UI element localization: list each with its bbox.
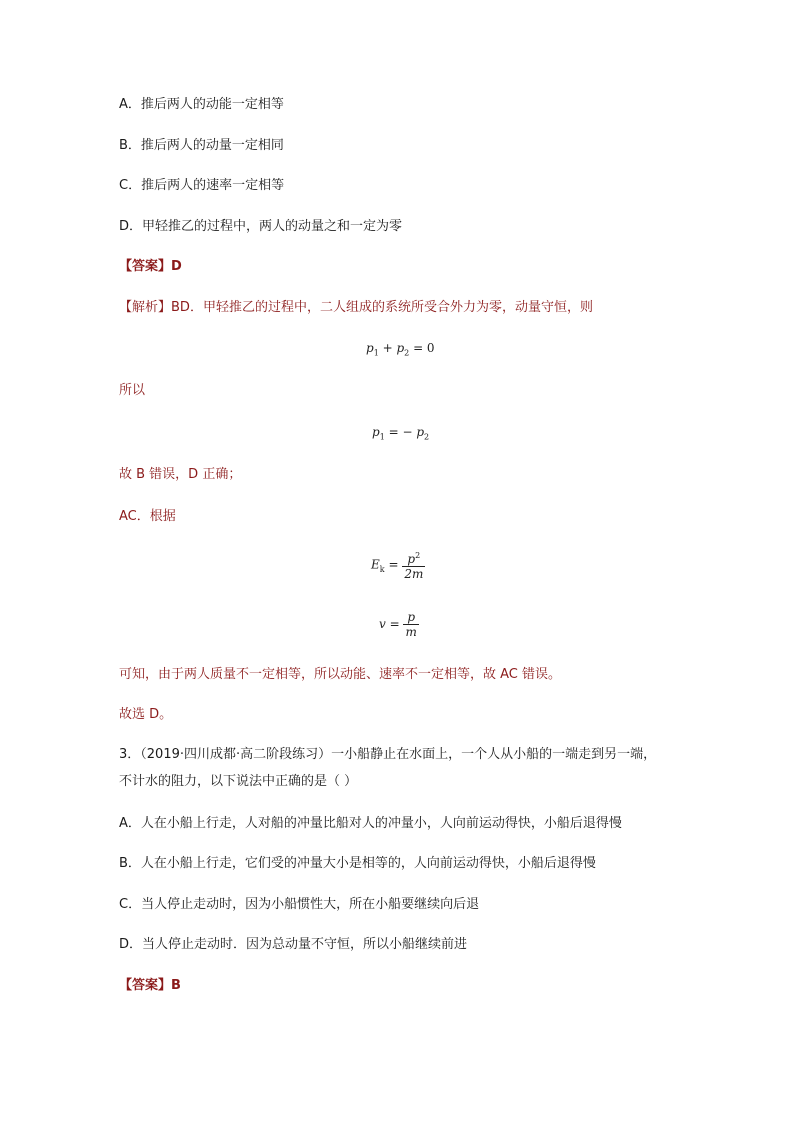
q2-analysis (119, 299, 593, 317)
so-text: 所以 (119, 383, 146, 398)
q3-option-b: B．人在小船上行走，它们受的冲量大小是相等的，人向前运动得快，小船后退得慢 (119, 856, 596, 871)
conclusion-ac: 可知，由于两人质量不一定相等，所以动能、速率不一定相等，故 AC 错误。 (119, 667, 562, 682)
q3-option-c: C．当人停止走动时，因为小船惯性大，所在小船要继续向后退 (119, 897, 480, 912)
formula-kinetic-energy: $E_k$ = $\frac{p^2}{2m}$ (371, 551, 424, 581)
formula-momentum-sum: $p_1 + p_2 = 0$ (366, 341, 435, 358)
q3-option-d: D．当人停止走动时．因为总动量不守恒，所以小船继续前进 (119, 937, 468, 952)
q2-option-a: A．推后两人的动能一定相等 (119, 97, 284, 112)
final-answer: 故选 D。 (119, 707, 173, 722)
q3-answer (119, 977, 181, 995)
analysis-text: BD．甲轻推乙的过程中，二人组成的系统所受合外力为零，动量守恒，则 (171, 300, 593, 315)
answer-value: D (171, 259, 182, 274)
q2-answer (119, 258, 182, 276)
q2-option-d: D．甲轻推乙的过程中，两人的动量之和一定为零 (119, 219, 403, 234)
conclusion-b-d: 故 B 错误，D 正确； (119, 467, 242, 482)
answer-label: 【答案】 (119, 259, 172, 274)
q3-stem-line2: 不计水的阻力，以下说法中正确的是（ ） (119, 774, 358, 789)
ac-intro: AC．根据 (119, 509, 176, 524)
q3-option-a: A．人在小船上行走，人对船的冲量比船对人的冲量小，人向前运动得快，小船后退得慢 (119, 816, 622, 831)
formula-momentum-opposite: $p_1$ = − $p_2$ (372, 425, 430, 442)
q2-option-b: B．推后两人的动量一定相同 (119, 138, 284, 153)
answer-value: B (171, 978, 181, 993)
q3-stem-line1: 3．（2019·四川成都·高二阶段练习）一小船静止在水面上，一个人从小船的一端走到另一端， (119, 747, 657, 762)
analysis-label: 【解析】 (119, 300, 172, 315)
formula-velocity: v = $\frac{p}{m}$ (379, 610, 417, 639)
answer-label: 【答案】 (119, 978, 172, 993)
q2-option-c: C．推后两人的速率一定相等 (119, 178, 285, 193)
